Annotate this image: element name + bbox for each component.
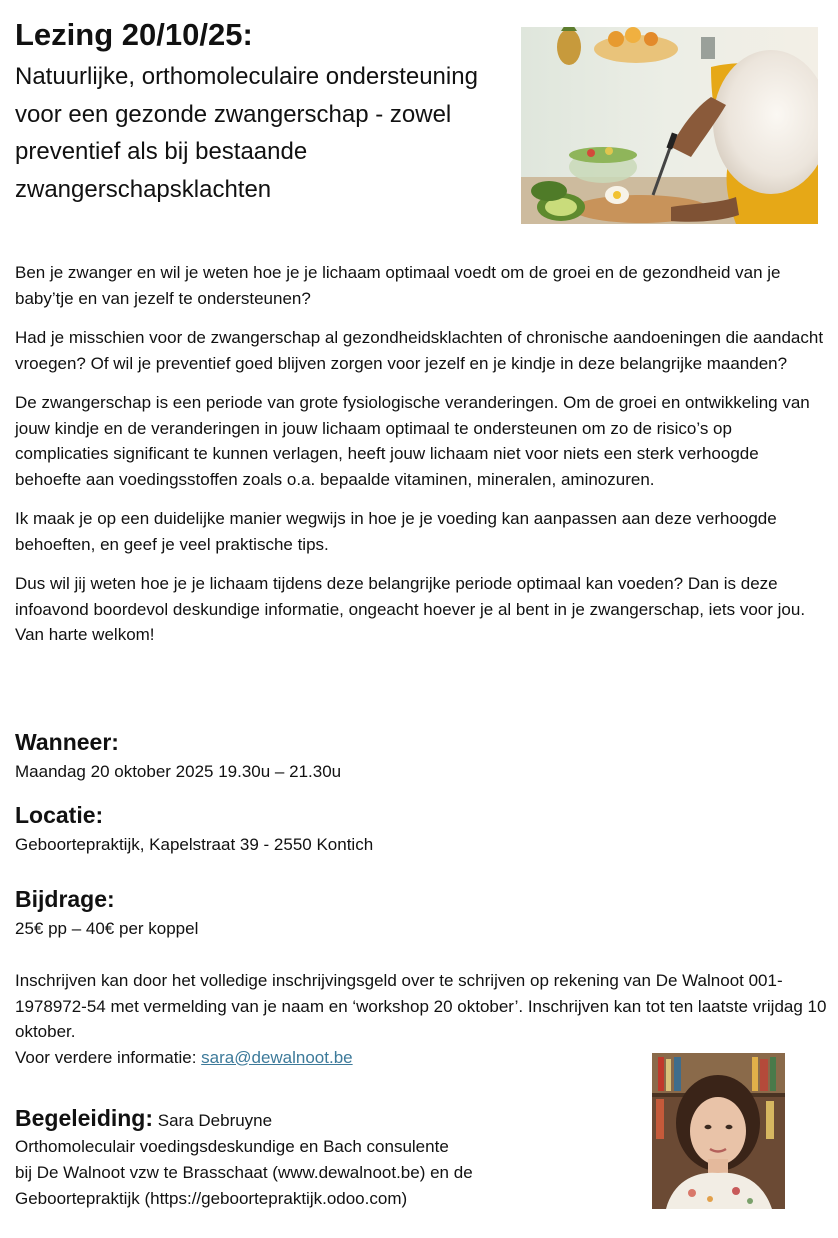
page-title: Lezing 20/10/25: bbox=[15, 17, 253, 52]
page-subtitle: Natuurlijke, orthomoleculaire ondersteuning voor een gezonde zwangerschap - zowel preventief als bij bestaande zwangerschapsklachten bbox=[15, 63, 478, 203]
location-heading: Locatie: bbox=[15, 802, 104, 828]
speaker-portrait-photo bbox=[652, 1053, 785, 1209]
when-heading: Wanneer: bbox=[15, 729, 119, 755]
guide-section bbox=[15, 1105, 575, 1212]
contribution-value: 25€ pp – 40€ per koppel bbox=[15, 919, 199, 938]
email-link[interactable]: sara@dewalnoot.be bbox=[201, 1047, 353, 1067]
intro-paragraph: Ik maak je op een duidelijke manier wegwijs in hoe je je voeding kan aanpassen aan deze verhoogde behoeften, en geef je veel praktische tips. bbox=[15, 509, 777, 554]
guide-line: bij De Walnoot vzw te Brasschaat (www.dewalnoot.be) en de bbox=[15, 1163, 473, 1182]
guide-line: Geboortepraktijk (https://geboortepraktijk.odoo.com) bbox=[15, 1189, 408, 1208]
intro-paragraph: De zwangerschap is een periode van grote fysiologische veranderingen. Om de groei en ontwikkeling van jouw kindje en de veranderingen in jouw lichaam optimaal te ondersteunen om zo de risico’s op complicaties significant te kunnen verlagen, heeft jouw lichaam niet voor niets een sterk verhoogde behoefte aan voedingsstoffen zoals o.a. bepaalde vitaminen, mineralen, aminozuren. bbox=[15, 393, 810, 489]
intro-text bbox=[15, 260, 827, 662]
guide-heading: Begeleiding: bbox=[15, 1105, 154, 1131]
contact-prefix: Voor verdere informatie: bbox=[15, 1047, 202, 1067]
guide-name: Sara Debruyne bbox=[157, 1111, 273, 1130]
location-value: Geboortepraktijk, Kapelstraat 39 - 2550 Kontich bbox=[15, 835, 374, 854]
when-value: Maandag 20 oktober 2025 19.30u – 21.30u bbox=[15, 762, 342, 781]
guide-line: Orthomoleculair voedingsdeskundige en Bach consulente bbox=[15, 1137, 449, 1156]
guide-heading-line bbox=[15, 1105, 575, 1134]
registration-text: Inschrijven kan door het volledige inschrijvingsgeld over te schrijven op rekening van De Walnoot 001-1978972-54 met vermelding van je naam en ‘workshop 20 oktober’. Inschrijven kan tot ten laatste vrijdag 10 oktober. bbox=[15, 971, 827, 1041]
intro-paragraph: Ben je zwanger en wil je weten hoe je je lichaam optimaal voedt om de groei en de gezondheid van je baby’tje en van jezelf te ondersteunen? bbox=[15, 263, 781, 308]
intro-paragraph: Had je misschien voor de zwangerschap al gezondheidsklachten of chronische aandoeningen die aandacht vroegen? Of wil je preventief goed blijven zorgen voor jezelf en je kindje in deze belangrijke maanden? bbox=[15, 328, 824, 373]
intro-paragraph: Dus wil jij weten hoe je je lichaam tijdens deze belangrijke periode optimaal kan voeden? Dan is deze infoavond boordevol deskundige informatie, ongeacht hoever je al bent in je zwangerschap, iets voor jou. Van harte welkom! bbox=[15, 574, 806, 644]
contribution-heading: Bijdrage: bbox=[15, 886, 115, 912]
pregnant-woman-cooking-photo bbox=[521, 27, 818, 224]
